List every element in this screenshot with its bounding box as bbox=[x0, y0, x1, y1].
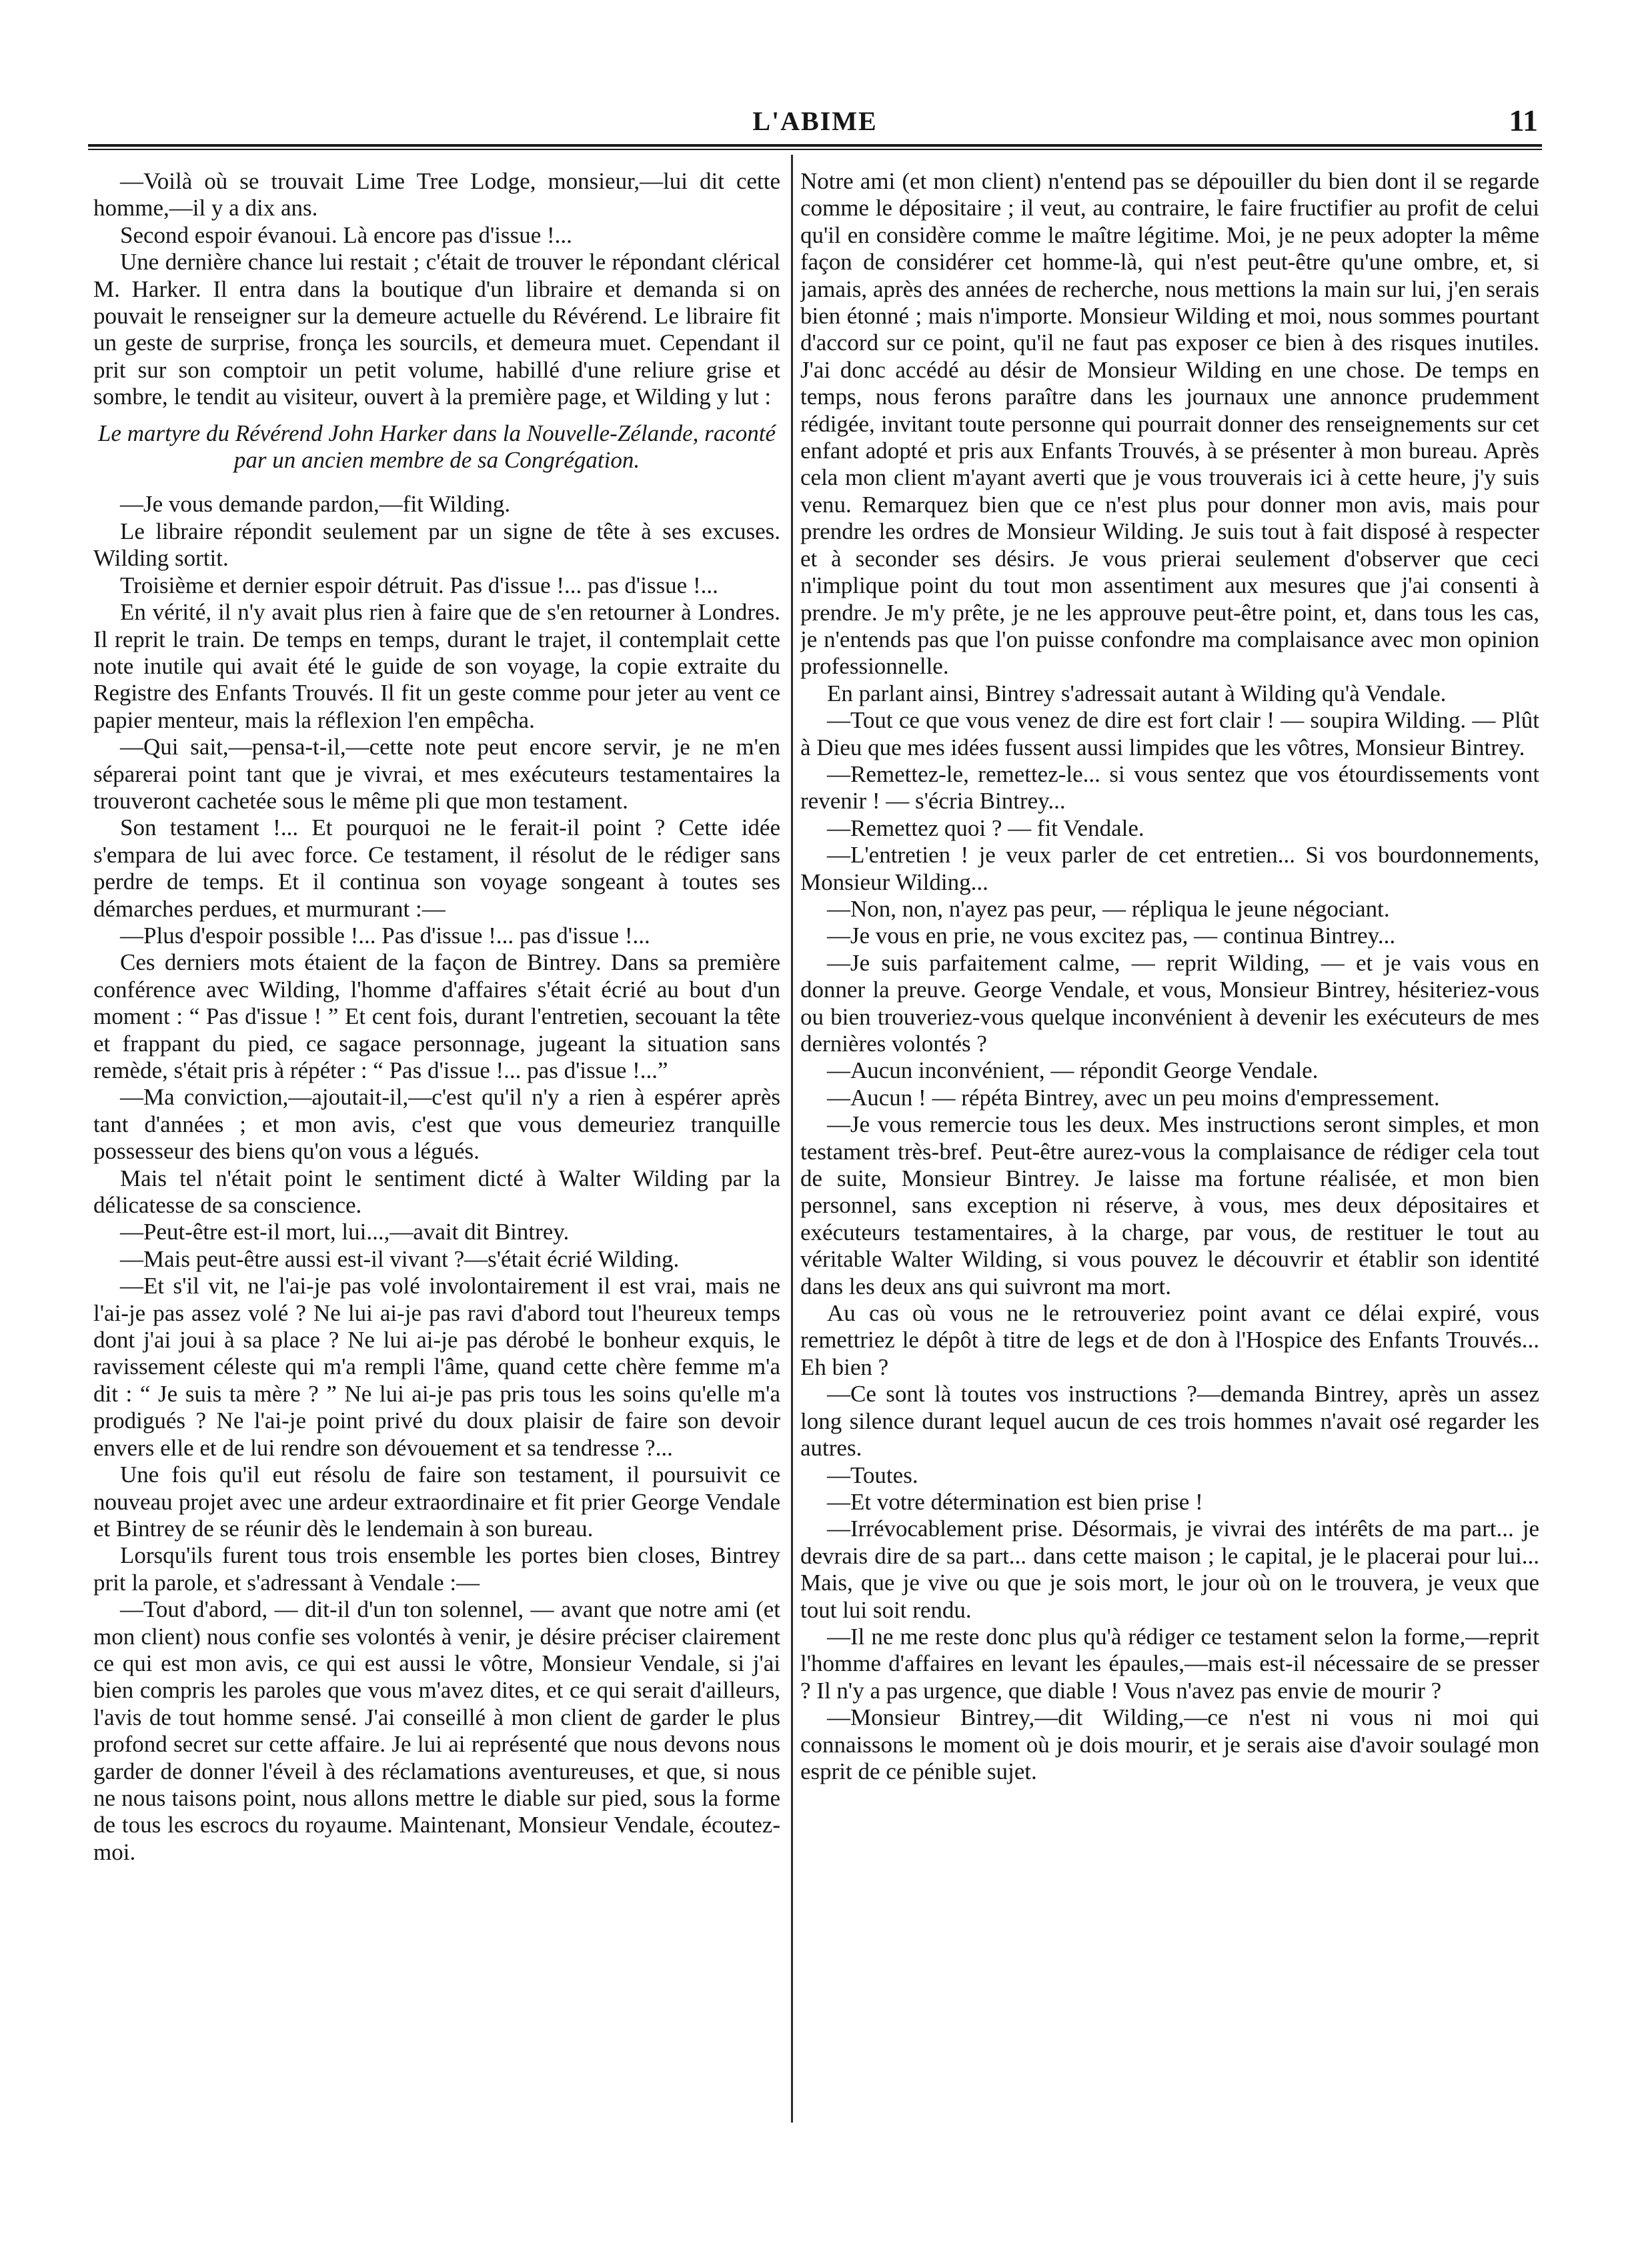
paragraph: —Je vous demande pardon,—fit Wilding. bbox=[120, 491, 511, 518]
left-column bbox=[93, 168, 780, 2143]
paragraph: Ces derniers mots étaient de la façon de Bintrey. Dans sa première conférence avec Wilding, l'homme d'affaires s'était écrié au bout d'un moment : “ Pas d'issue ! ” Et cent fois, durant l'entretien, secouant la tête et frappant du pied, ce sagace personnage, jugeant la situation sans remède, s'était pris à répéter : “ Pas d'issue !... pas d'issue !...” bbox=[93, 949, 780, 1083]
paragraph: —Aucun ! — répéta Bintrey, avec un peu moins d'empressement. bbox=[827, 1084, 1440, 1111]
paragraph: Son testament !... Et pourquoi ne le ferait-il point ? Cette idée s'empara de lui avec force. Ce testament, il résolut de le rédiger sans perdre de temps. Et il continua son voyage songeant à toutes ses démarches perdues, et murmurant :— bbox=[93, 814, 780, 922]
paragraph: Second espoir évanoui. Là encore pas d'issue !... bbox=[120, 221, 572, 248]
paragraph: Au cas où vous ne le retrouveriez point avant ce délai expiré, vous remettriez le dépôt à titre de legs et de don à l'Hospice des Enfants Trouvés... Eh bien ? bbox=[800, 1300, 1539, 1380]
paragraph: —Peut-être est-il mort, lui...,—avait dit Bintrey. bbox=[120, 1219, 570, 1245]
paragraph: —Toutes. bbox=[827, 1462, 918, 1488]
paragraph: —Remettez quoi ? — fit Vendale. bbox=[827, 814, 1144, 841]
book-title-caption: Le martyre du Révérend John Harker dans la Nouvelle-Zélande, raconté par un ancien membre de sa Congrégation. bbox=[97, 420, 776, 474]
paragraph: Troisième et dernier espoir détruit. Pas d'issue !... pas d'issue !... bbox=[120, 572, 718, 598]
paragraph: —Mais peut-être aussi est-il vivant ?—s'était écrié Wilding. bbox=[120, 1245, 680, 1272]
paragraph: —Plus d'espoir possible !... Pas d'issue !... pas d'issue !... bbox=[120, 922, 650, 949]
paragraph: —Et s'il vit, ne l'ai-je pas volé involontairement il est vrai, mais ne l'ai-je pas assez volé ? Ne lui ai-je pas ravi d'abord tout l'heureux temps dont j'ai joui à sa place ? Ne lui ai-je pas dérobé le bonheur exquis, le ravissement céleste qui m'a rempli l'âme, quand cette chère femme m'a dit : “ Je suis ta mère ? ” Ne lui ai-je pas pris tous les soins qu'elle m'a prodigués ? Ne l'ai-je point privé du doux plaisir de faire son devoir envers elle et de lui rendre son dévouement et sa tendresse ?... bbox=[93, 1273, 780, 1461]
paragraph: —Non, non, n'ayez pas peur, — répliqua le jeune négociant. bbox=[827, 895, 1390, 922]
paragraph: Lorsqu'ils furent tous trois ensemble les portes bien closes, Bintrey prit la parole, et s'adressant à Vendale :— bbox=[93, 1542, 780, 1596]
paragraph: —Monsieur Bintrey,—dit Wilding,—ce n'est ni vous ni moi qui connaissons le moment où je dois mourir, et je serais aise d'avoir soulagé mon esprit de ce pénible sujet. bbox=[800, 1704, 1539, 1784]
paragraph: En parlant ainsi, Bintrey s'adressait autant à Wilding qu'à Vendale. bbox=[827, 680, 1447, 706]
column-divider bbox=[791, 155, 793, 2123]
header-rule bbox=[88, 144, 1542, 150]
paragraph: Mais tel n'était point le sentiment dicté à Walter Wilding par la délicatesse de sa conscience. bbox=[93, 1165, 780, 1219]
paragraph: —Tout ce que vous venez de dire est fort clair ! — soupira Wilding. — Plût à Dieu que mes idées fussent aussi limpides que les vôtres, Monsieur Bintrey. bbox=[800, 707, 1539, 760]
paragraph: —Il ne me reste donc plus qu'à rédiger ce testament selon la forme,—reprit l'homme d'affaires en levant les épaules,—mais est-il nécessaire de se presser ? Il n'y a pas urgence, que diable ! Vous n'avez pas envie de mourir ? bbox=[800, 1623, 1539, 1704]
paragraph: —Je vous en prie, ne vous excitez pas, — continua Bintrey... bbox=[827, 923, 1396, 949]
paragraph: Une dernière chance lui restait ; c'était de trouver le répondant clérical M. Harker. Il entra dans la boutique d'un libraire et demanda si on pouvait le renseigner sur la demeure actuelle du Révérend. Le libraire fit un geste de surprise, fronça les sourcils, et demeura muet. Cependant il prit sur son comptoir un petit volume, habillé d'une reliure grise et sombre, le tendit au visiteur, ouvert à la première page, et Wilding y lut : bbox=[93, 249, 780, 410]
running-header bbox=[88, 101, 1542, 148]
paragraph: —Tout d'abord, — dit-il d'un ton solennel, — avant que notre ami (et mon client) nous confie ses volontés à venir, je désire préciser clairement ce qui est mon avis, ce qui est aussi le vôtre, Monsieur Vendale, si j'ai bien compris les paroles que vous m'avez dites, et ce qui serait d'ailleurs, l'avis de tout homme sensé. J'ai conseillé à mon client de garder le plus profond secret sur cette affaire. Je lui ai représenté que nous devons nous garder de donner l'éveil à des réclamations aventureuses, et que, si nous ne nous taisons point, nous allons mettre le diable sur pied, sous la forme de tous les escrocs du royaume. Maintenant, Monsieur Vendale, écoutez-moi. bbox=[93, 1596, 780, 1865]
right-column bbox=[800, 168, 1539, 2143]
paragraph: —Je suis parfaitement calme, — reprit Wilding, — et je vais vous en donner la preuve. George Vendale, et vous, Monsieur Bintrey, hésiteriez-vous ou bien trouveriez-vous quelque inconvénient à devenir les exécuteurs de mes dernières volontés ? bbox=[800, 949, 1539, 1057]
paragraph: —Irrévocablement prise. Désormais, je vivrai des intérêts de ma part... je devrais dire de sa part... dans cette maison ; le capital, je le placerai pour lui... Mais, que je vive ou que je sois mort, le jour où on le trouvera, je veux que tout lui soit rendu. bbox=[800, 1516, 1539, 1623]
paragraph-continued: Notre ami (et mon client) n'entend pas se dépouiller du bien dont il se regarde comme le dépositaire ; il veut, au contraire, le faire fructifier au profit de celui qu'il en considère comme le maître légitime. Moi, je ne peux adopter la même façon de considérer cet homme-là, qui n'est peut-être qu'une ombre, et, si jamais, après des années de recherche, nous mettions la main sur lui, j'en serais bien étonné ; mais n'importe. Monsieur Wilding et moi, nous sommes pourtant d'accord sur ce point, qu'il ne faut pas exposer ce bien à des risques inutiles. J'ai donc accédé au désir de Monsieur Wilding en une chose. De temps en temps, nous ferons paraître dans les journaux une annonce prudemment rédigée, invitant toute personne qui pourrait donner des renseignements sur cet enfant adopté et pris aux Enfants Trouvés, à se présenter à mon bureau. Après cela mon client m'ayant averti que je vous trouverais ici à cette heure, j'y suis venu. Remarquez bien que ce n'est plus pour donner mon avis, mais pour prendre les ordres de Monsieur Wilding. Je suis tout à fait disposé à respecter et à seconder ses désirs. Je vous prierai seulement d'observer que ceci n'implique point du tout mon assentiment aux mesures que j'ai consenti à prendre. Je m'y prête, je ne les approuve peut-être point, et, dans tous les cas, je n'entends pas que l'on puisse confondre ma complaisance avec mon opinion professionnelle. bbox=[800, 168, 1539, 680]
paragraph: —Et votre détermination est bien prise ! bbox=[827, 1488, 1203, 1515]
page-number: 11 bbox=[1509, 103, 1538, 137]
paragraph: En vérité, il n'y avait plus rien à faire que de s'en retourner à Londres. Il reprit le train. De temps en temps, durant le trajet, il contemplait cette note inutile qui avait été le guide de son voyage, la copie extraite du Registre des Enfants Trouvés. Il fit un geste comme pour jeter au vent ce papier menteur, mais la réflexion l'en empêcha. bbox=[93, 599, 780, 733]
paragraph: —Aucun inconvénient, — répondit George Vendale. bbox=[827, 1057, 1319, 1084]
paragraph: —Voilà où se trouvait Lime Tree Lodge, monsieur,—lui dit cette homme,—il y a dix ans. bbox=[93, 168, 780, 221]
paragraph: —Ma conviction,—ajoutait-il,—c'est qu'il n'y a rien à espérer après tant d'années ; et mon avis, c'est que vous demeuriez tranquille possesseur des biens qu'on vous a légués. bbox=[93, 1084, 780, 1165]
paragraph: —Qui sait,—pensa-t-il,—cette note peut encore servir, je ne m'en séparerai point tant que je vivrai, et mes exécuteurs testamentaires la trouveront cachetée sous le même pli que mon testament. bbox=[93, 734, 780, 814]
paragraph: —Ce sont là toutes vos instructions ?—demanda Bintrey, après un assez long silence durant lequel aucun de ces trois hommes n'avait osé regarder les autres. bbox=[800, 1381, 1539, 1462]
paragraph: Le libraire répondit seulement par un signe de tête à ses excuses. Wilding sortit. bbox=[93, 518, 780, 572]
paragraph: —Remettez-le, remettez-le... si vous sentez que vos étourdissements vont revenir ! — s'écria Bintrey... bbox=[800, 760, 1539, 814]
page-header-title: L'ABIME bbox=[752, 106, 878, 136]
paragraph: —Je vous remercie tous les deux. Mes instructions seront simples, et mon testament très-bref. Peut-être aurez-vous la complaisance de rédiger cela tout de suite, Monsieur Bintrey. Je laisse ma fortune réalisée, et mon bien personnel, sans exception ni réserve, à vous, mes deux dépositaires et exécuteurs testamentaires, à la charge, par vous, de restituer le tout au véritable Walter Wilding, si vous pouvez le découvrir et établir son identité dans les deux ans qui suivront ma mort. bbox=[800, 1111, 1539, 1299]
paragraph: —L'entretien ! je veux parler de cet entretien... Si vos bourdonnements, Monsieur Wilding... bbox=[800, 842, 1539, 895]
paragraph: Une fois qu'il eut résolu de faire son testament, il poursuivit ce nouveau projet avec une ardeur extraordinaire et fit prier George Vendale et Bintrey de se réunir dès le lendemain à son bureau. bbox=[93, 1462, 780, 1542]
